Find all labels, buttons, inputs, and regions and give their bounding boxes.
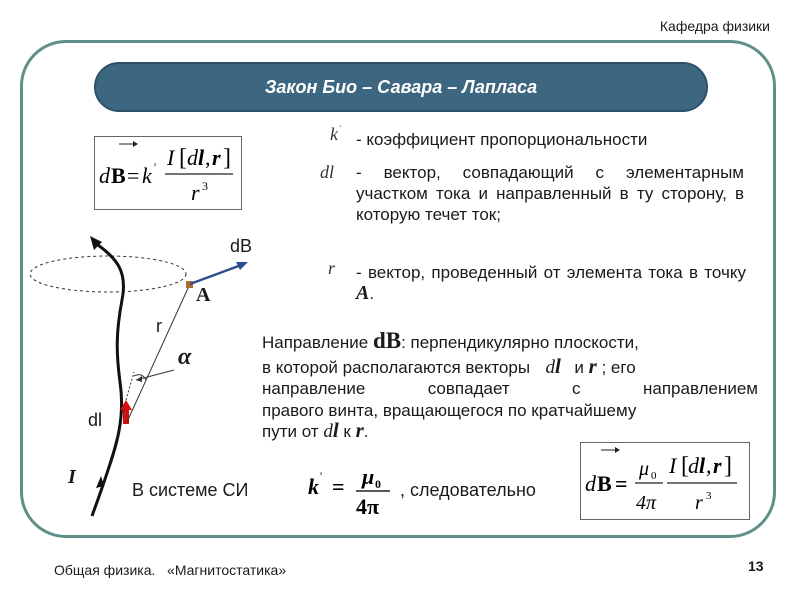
diagram-dB-label: dB xyxy=(230,236,253,256)
diagram-r-label: r xyxy=(156,316,162,336)
def-k-text: - коэффициент пропорциональности xyxy=(356,130,648,149)
formula-k: k xyxy=(142,163,152,188)
formula-lhs-d: d xyxy=(99,163,110,188)
svg-text:3: 3 xyxy=(706,490,712,502)
def-k-symbol: k` xyxy=(330,124,342,144)
biot-savart-formula xyxy=(94,136,242,210)
direction-line-2: в которой располагаются векторы dl и r ; его xyxy=(262,354,636,378)
si-label: В системе СИ xyxy=(132,480,249,500)
biot-savart-si-formula xyxy=(580,442,750,520)
formula-comma: , xyxy=(205,145,211,170)
department-label: Кафедра физики xyxy=(659,18,770,34)
def-r-symbol: r xyxy=(328,258,336,278)
footer-course: Общая физика. «Магнитостатика» xyxy=(54,562,287,578)
formula-l: l xyxy=(198,145,205,170)
svg-text:B: B xyxy=(597,471,612,496)
formula-dl: d xyxy=(187,145,198,170)
diagram-I-label: I xyxy=(68,466,76,488)
svg-text:k: k xyxy=(308,474,319,499)
svg-text:r: r xyxy=(713,453,722,478)
svg-text:0: 0 xyxy=(651,470,657,482)
current-element-diagram xyxy=(24,222,268,522)
svg-text:[: [ xyxy=(681,453,689,479)
slide-title: Закон Био – Савара – Лапласа xyxy=(264,77,538,97)
direction-line-3: направление совпадает с направлением xyxy=(262,379,758,398)
svg-text:4π: 4π xyxy=(636,492,657,514)
direction-line-1: Направление dB: перпендикулярно плоскости, xyxy=(262,328,639,353)
def-dl-symbol: dl xyxy=(320,162,335,182)
formula-den-r: r xyxy=(191,180,200,205)
current-wire xyxy=(92,242,124,516)
direction-line-4: правого винта, вращающегося по кратчайшему xyxy=(262,401,637,420)
diagram-dl-label: dl xyxy=(88,410,103,430)
direction-line-5: пути от dl к r. xyxy=(262,418,369,442)
dB-vector xyxy=(190,264,244,284)
svg-text:=: = xyxy=(615,471,628,496)
def-r-text: - вектор, проведенный от элемента тока в точку A. xyxy=(356,263,746,304)
formula-main-graphic xyxy=(95,137,243,211)
svg-text:μ: μ xyxy=(362,464,375,489)
formula-rbracket: ] xyxy=(223,145,231,171)
svg-text:I: I xyxy=(669,453,677,478)
formula-eq: = xyxy=(127,163,140,188)
svg-text:0: 0 xyxy=(375,477,381,491)
diagram-A-label: A xyxy=(196,284,211,306)
si-k-formula xyxy=(304,458,404,520)
formula-k-prime: ' xyxy=(154,160,157,174)
page-number: 13 xyxy=(748,558,764,574)
formula-r: r xyxy=(212,145,221,170)
dl-extension xyxy=(126,372,134,400)
formula-lbracket: [ xyxy=(179,145,187,171)
svg-text:l: l xyxy=(699,453,706,478)
svg-text:]: ] xyxy=(724,453,732,479)
svg-text:,: , xyxy=(706,453,712,478)
def-r-point: A xyxy=(356,282,370,304)
svg-text:=: = xyxy=(332,474,345,499)
svg-text:μ: μ xyxy=(639,458,650,480)
formula-I: I xyxy=(167,145,175,170)
svg-text:4π: 4π xyxy=(356,494,380,519)
formula-den-exp: 3 xyxy=(202,179,208,193)
svg-text:d: d xyxy=(585,471,596,496)
formula-lhs-B: B xyxy=(111,163,126,188)
diagram-alpha-label: α xyxy=(178,344,192,370)
svg-text:d: d xyxy=(688,453,699,478)
def-dl-text: - вектор, совпадающий с элементарным участком тока и направленный в ту сторону, в которую течет ток; xyxy=(356,163,744,224)
field-line-ellipse xyxy=(30,256,186,292)
si-consequently: , следовательно xyxy=(400,480,536,500)
svg-text:r: r xyxy=(695,492,703,514)
svg-text:': ' xyxy=(320,469,323,483)
